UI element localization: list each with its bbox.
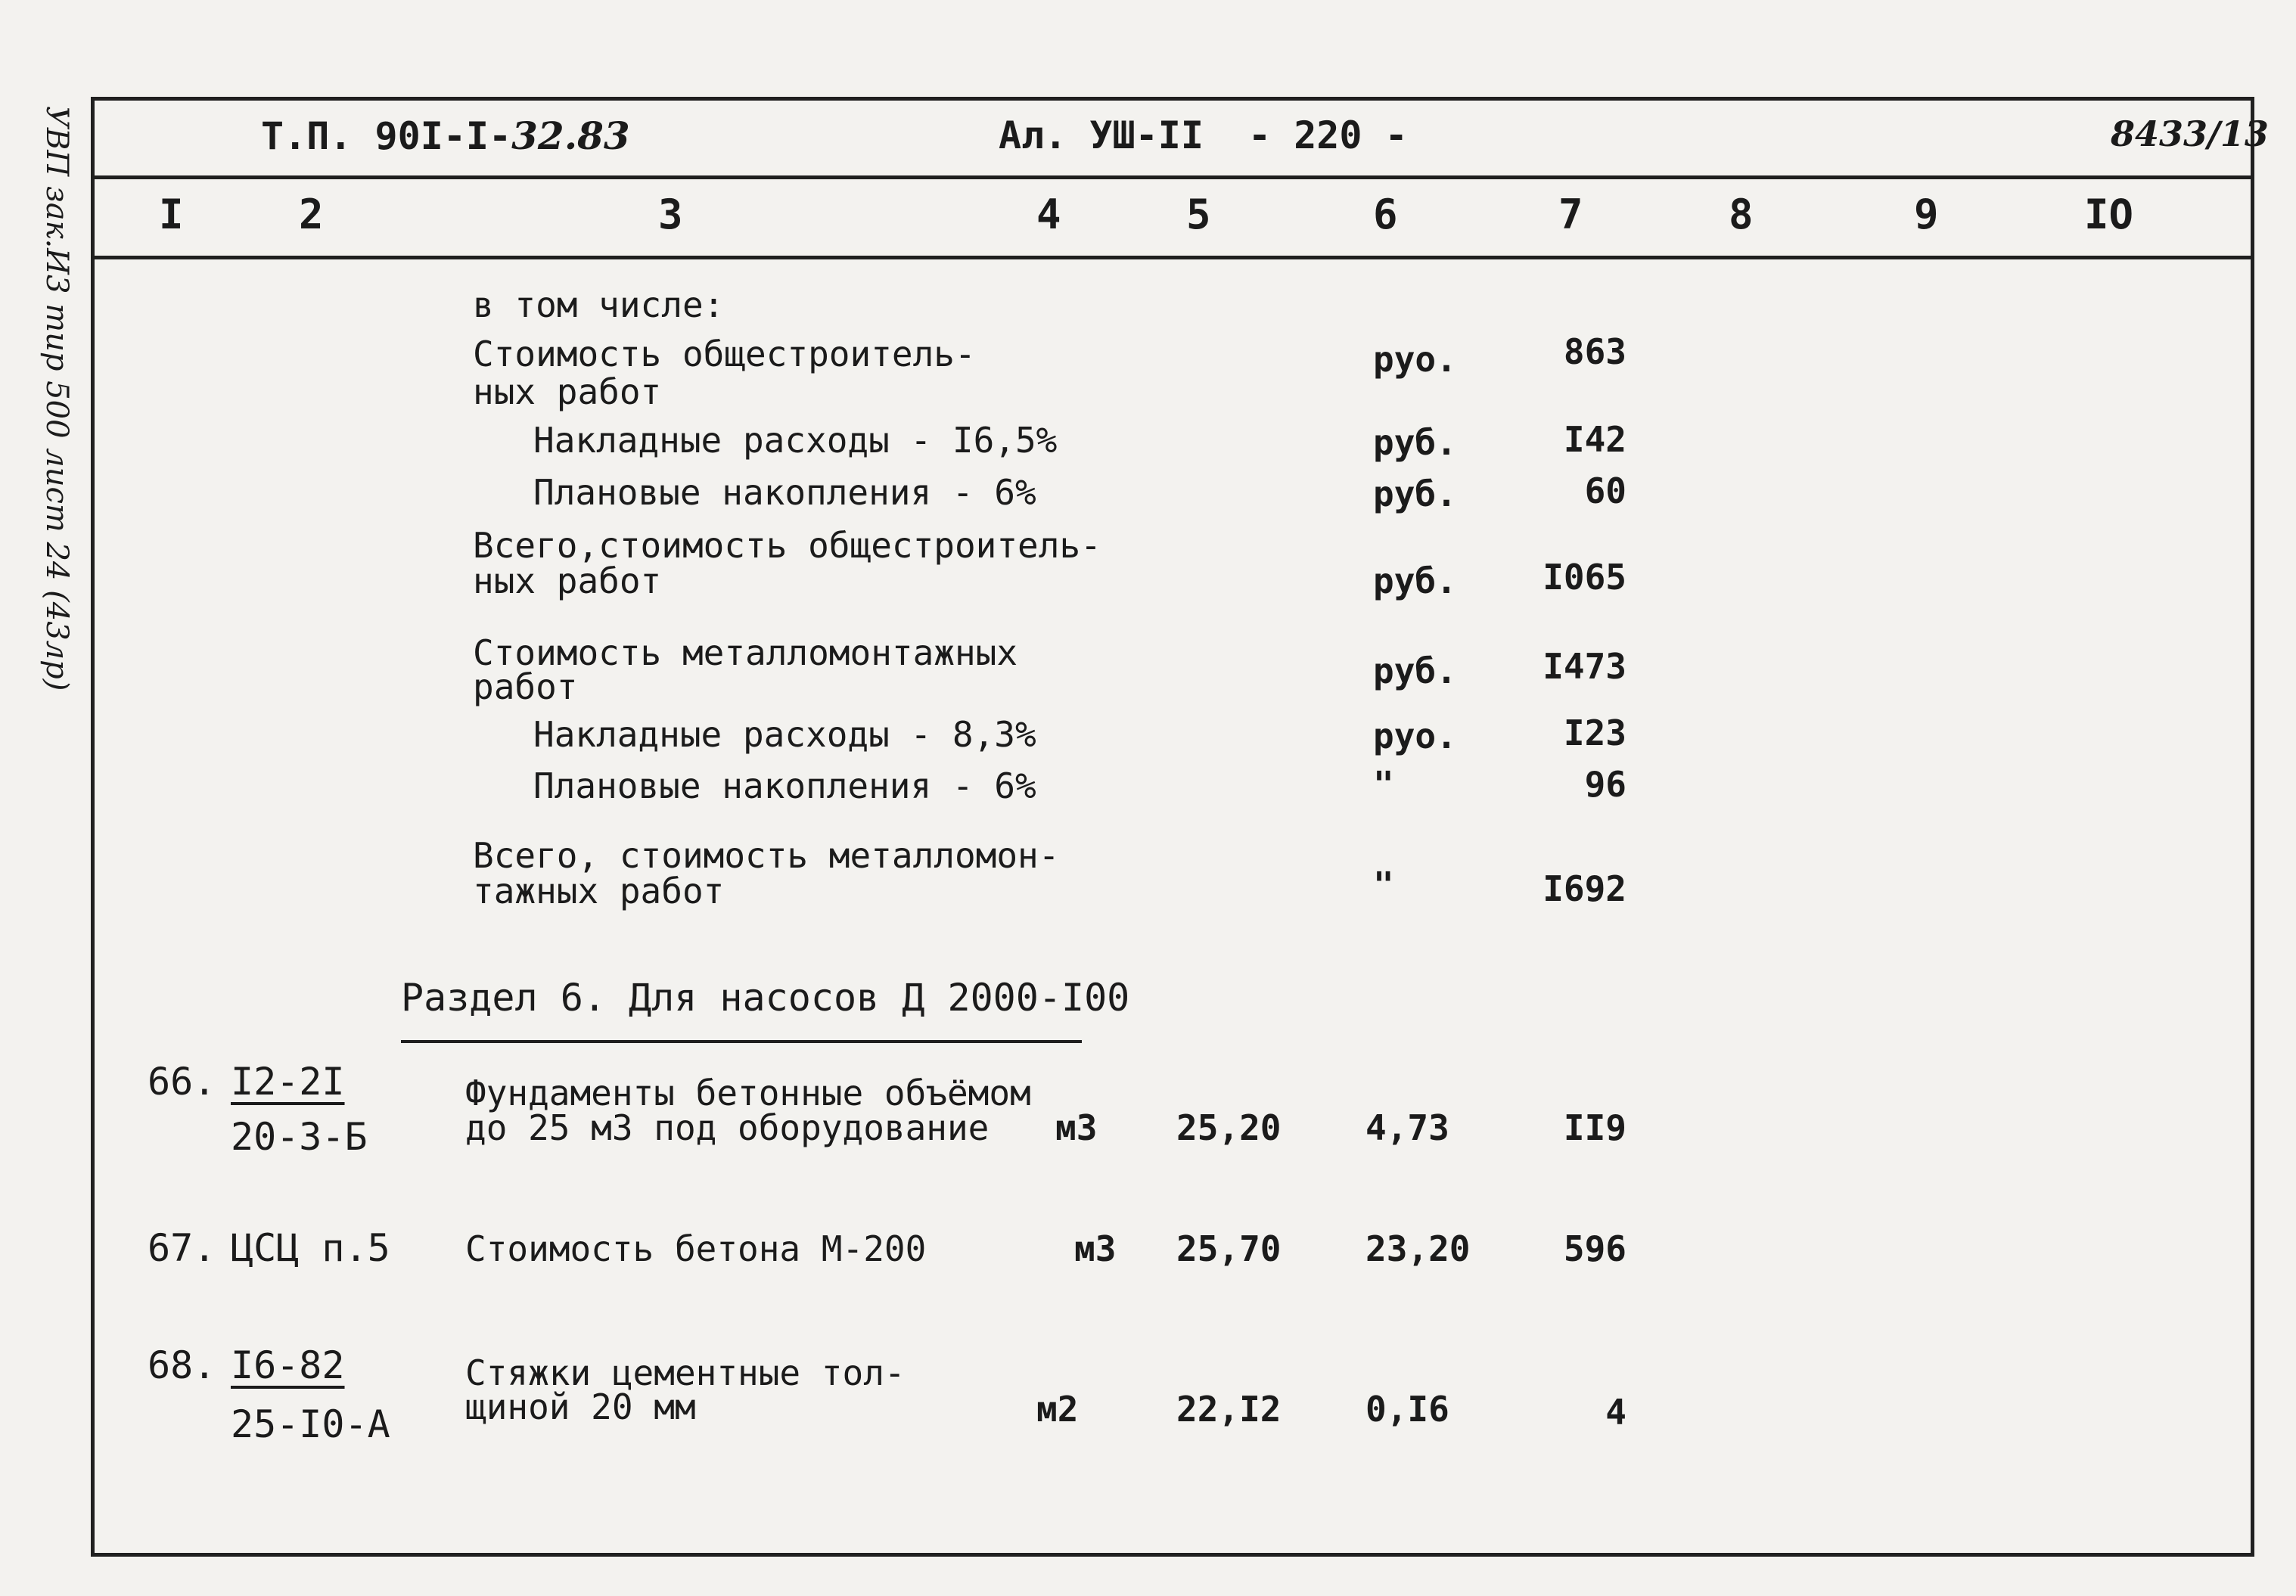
total-metal-unit: " (1373, 865, 1394, 905)
planned-savings-general-value: 60 (1584, 470, 1626, 511)
total-metal-label-line2: тажных работ (473, 871, 725, 911)
item-68-price: 0,I6 (1365, 1389, 1449, 1430)
tp-label-handwritten: 32.83 (511, 113, 630, 158)
col-8: 8 (1729, 191, 1754, 238)
col-3: 3 (658, 191, 683, 238)
total-general-label-line1: Всего,стоимость общестроитель- (473, 525, 1101, 566)
item-67-unit: м3 (1074, 1228, 1117, 1269)
overhead-general-value: I42 (1563, 419, 1626, 460)
item-66-quantity: 25,20 (1176, 1107, 1282, 1148)
item-68-desc-line2: щиной 20 мм (465, 1386, 696, 1427)
section-title-underline (401, 1040, 1082, 1043)
item-67-desc: Стоимость бетона М-200 (465, 1228, 927, 1269)
metal-works-unit: руб. (1373, 651, 1457, 691)
overhead-general-label: Накладные расходы - I6,5% (533, 420, 1058, 461)
item-66-desc-line2: до 25 м3 под оборудование (465, 1107, 990, 1148)
col-4: 4 (1036, 191, 1061, 238)
planned-savings-metal-unit: " (1373, 764, 1394, 805)
side-archive-note: УВП зак.И3 тир 500 лист 24 (43лр) (39, 106, 74, 691)
page-number: - 220 - (1248, 113, 1408, 157)
overhead-metal-unit: руо. (1373, 716, 1457, 756)
general-works-label-line1: Стоимость общестроитель- (473, 334, 976, 374)
overhead-metal-label: Накладные расходы - 8,3% (533, 714, 1036, 755)
item-66-sum: II9 (1563, 1107, 1626, 1148)
item-67-sum: 596 (1563, 1228, 1626, 1269)
item-68-code-bottom: 25-I0-А (231, 1402, 390, 1446)
tp-label-printed: Т.П. 90I-I- (261, 114, 512, 158)
item-67-price: 23,20 (1365, 1228, 1471, 1269)
item-68-desc-line1: Стяжки цементные тол- (465, 1352, 906, 1393)
planned-savings-general-label: Плановые накопления - 6% (533, 472, 1036, 513)
total-general-label-line2: ных работ (473, 560, 662, 601)
item-67-number: 67. (148, 1226, 216, 1270)
item-68-sum: 4 (1605, 1392, 1626, 1433)
col-5: 5 (1186, 191, 1211, 238)
item-68-quantity: 22,I2 (1176, 1389, 1282, 1430)
item-66-desc-line1: Фундаменты бетонные объёмом (465, 1073, 1031, 1113)
item-68-code-top: I6-82 (231, 1343, 345, 1387)
metal-works-label-line2: работ (473, 666, 578, 707)
total-general-value: I065 (1543, 557, 1626, 598)
item-68-unit: м2 (1036, 1389, 1079, 1430)
metal-works-value: I473 (1543, 646, 1626, 687)
album-label: Ал. УШ-II (999, 113, 1204, 157)
item-66-number: 66. (148, 1060, 216, 1104)
total-general-unit: руб. (1373, 560, 1457, 601)
item-66-code-top: I2-2I (231, 1060, 345, 1104)
item-67-quantity: 25,70 (1176, 1228, 1282, 1269)
header-divider (91, 175, 2254, 179)
total-metal-label-line1: Всего, стоимость металломон- (473, 835, 1060, 876)
planned-savings-general-unit: руб. (1373, 474, 1457, 514)
item-66-code-bottom: 20-3-Б (231, 1115, 368, 1159)
item-68-number: 68. (148, 1343, 216, 1387)
col-6: 6 (1373, 191, 1398, 238)
column-header-divider (91, 256, 2254, 259)
item-67-code: ЦСЦ п.5 (231, 1226, 390, 1270)
overhead-general-unit: руб. (1373, 422, 1457, 463)
table-frame (91, 97, 2254, 1557)
col-7: 7 (1558, 191, 1583, 238)
general-works-label-line2: ных работ (473, 371, 662, 412)
col-9: 9 (1914, 191, 1939, 238)
planned-savings-metal-label: Плановые накопления - 6% (533, 765, 1036, 806)
item-66-unit: м3 (1055, 1107, 1098, 1148)
general-works-value: 863 (1563, 331, 1626, 372)
overhead-metal-value: I23 (1563, 713, 1626, 753)
stamp-number: 8433/13 (2111, 113, 2269, 154)
general-works-unit: руо. (1373, 339, 1457, 380)
tp-label (261, 113, 630, 158)
total-metal-value: I692 (1543, 868, 1626, 909)
col-1: I (159, 191, 184, 238)
planned-savings-metal-value: 96 (1584, 764, 1626, 805)
item-66-price: 4,73 (1365, 1107, 1449, 1148)
metal-works-label-line1: Стоимость металломонтажных (473, 632, 1018, 673)
subtotal-intro: в том числе: (473, 284, 725, 325)
col-2: 2 (299, 191, 324, 238)
col-10: IO (2084, 191, 2134, 238)
section-title: Раздел 6. Для насосов Д 2000-I00 (401, 976, 1130, 1020)
